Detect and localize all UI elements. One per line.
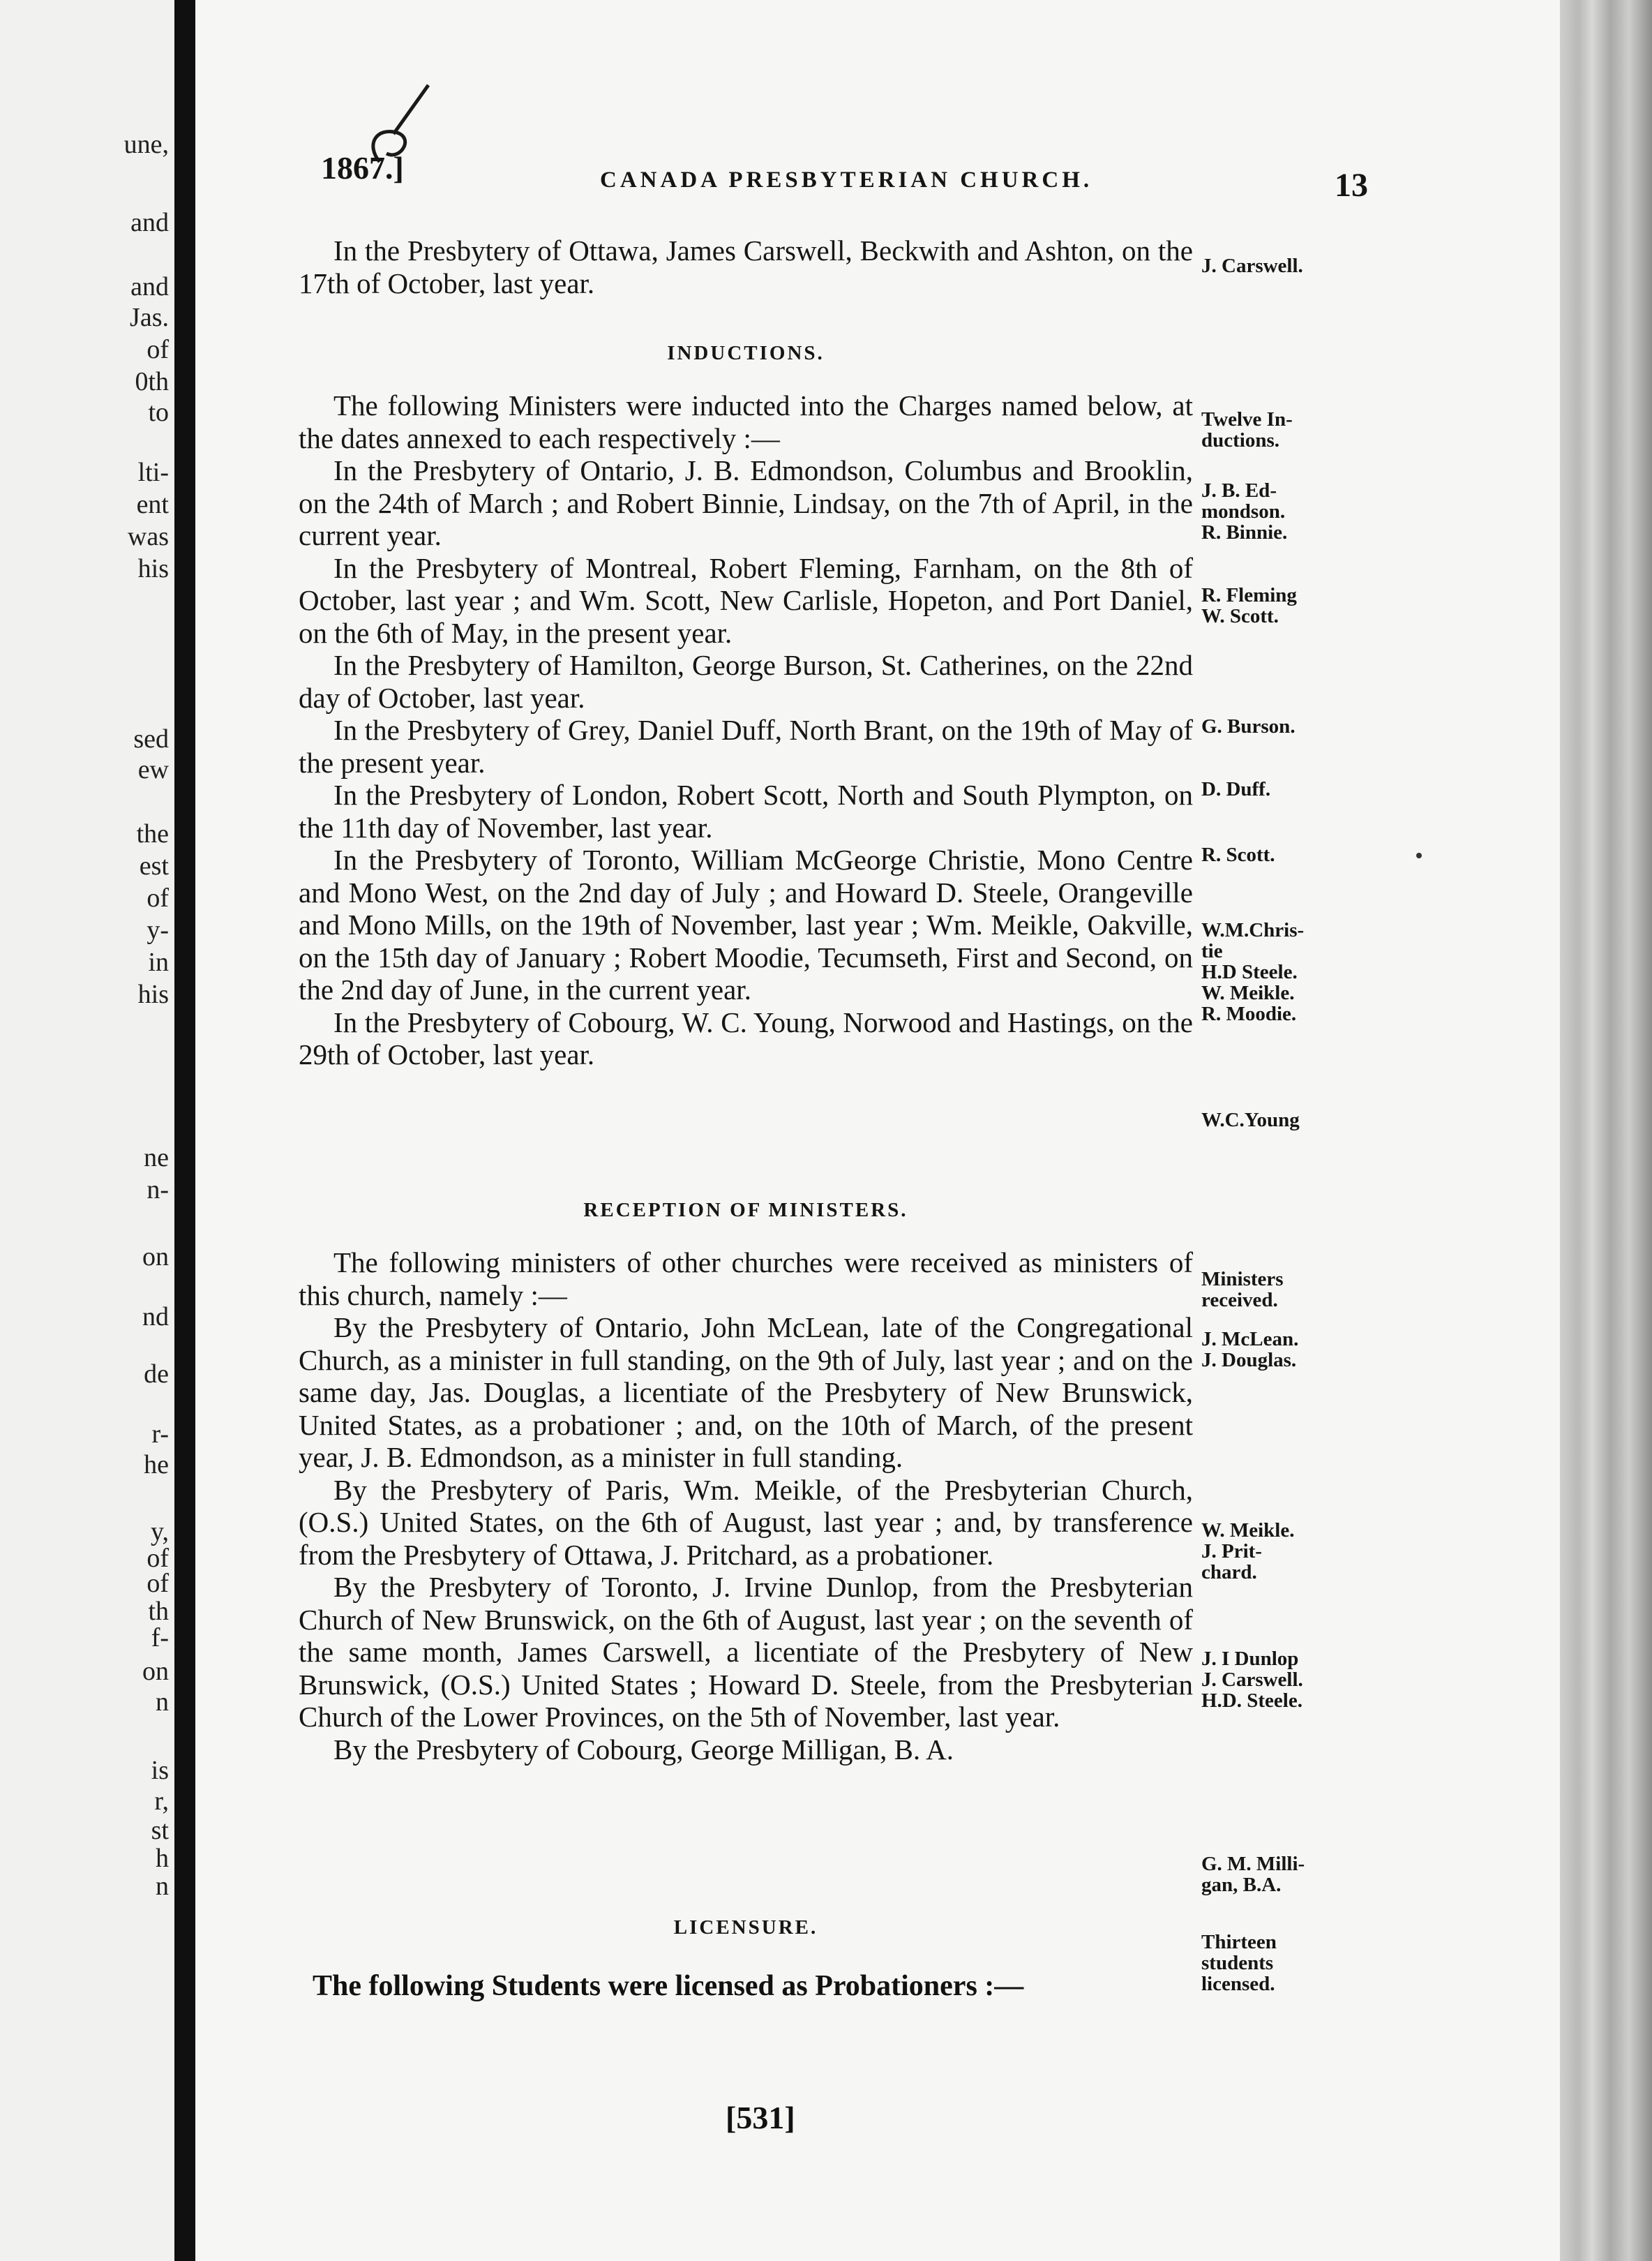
left-page-fragment: f- — [151, 1623, 169, 1652]
left-page-fragment: of — [147, 1544, 169, 1573]
left-page-fragment: est — [139, 851, 169, 881]
paragraph-text: In the Presbytery of Cobourg, W. C. Young, Norwood and Hastings, on the 29th of October, last year. — [299, 1006, 1193, 1070]
left-page-fragment: of — [147, 883, 169, 913]
left-page-fragment: sed — [133, 724, 169, 754]
left-page-fragment: was — [127, 522, 169, 551]
margin-note — [1201, 779, 1355, 800]
left-page-fragment: the — [136, 819, 169, 849]
left-page-fragment: y, — [150, 1517, 169, 1546]
margin-note — [1201, 1853, 1355, 1895]
margin-line: chard. — [1201, 1561, 1257, 1583]
margin-note — [1201, 585, 1355, 627]
left-page-fragment: to — [148, 398, 169, 427]
left-page-fragment: th — [148, 1597, 169, 1626]
margin-line: J. B. Ed- — [1201, 479, 1277, 502]
page-edges — [1560, 0, 1652, 2261]
page-number: 13 — [1335, 167, 1368, 204]
left-page-fragment: of — [147, 335, 169, 364]
margin-line: W.M.Chris- — [1201, 919, 1305, 941]
margin-line: Ministers — [1201, 1268, 1284, 1290]
margin-line: J. Carswell. — [1201, 1669, 1303, 1691]
left-page-fragment: 0th — [135, 367, 169, 396]
paragraph-text: The following ministers of other churches were received as ministers of this church, namely :— — [299, 1246, 1193, 1311]
left-page-fragment: and — [130, 208, 169, 237]
left-page-fragment: de — [144, 1359, 169, 1389]
reception-body — [299, 1246, 1193, 1766]
paragraph-text: By the Presbytery of Paris, Wm. Meikle, of the Presbyterian Church, (O.S.) United States, on the 6th of August, last year ; and, by transference from the Presbytery of Ottawa, J. Pritchard, as a probationer. — [299, 1473, 1193, 1571]
left-page-fragment: on — [142, 1242, 169, 1271]
margin-line: R. Scott. — [1201, 844, 1275, 866]
left-page-fragment: n- — [147, 1175, 169, 1204]
margin-line: W. Meikle. — [1201, 982, 1295, 1004]
margin-note — [1201, 716, 1355, 737]
paragraph-text: In the Presbytery of Ontario, J. B. Edmondson, Columbus and Brooklin, on the 24th of March ; and Robert Binnie, Lindsay, on the 7th of April, in the current year. — [299, 454, 1193, 551]
margin-note — [1201, 1110, 1355, 1130]
margin-line: J. Douglas. — [1201, 1349, 1297, 1371]
left-page-fragment: his — [137, 554, 169, 583]
left-page-fragment: of — [147, 1569, 169, 1598]
margin-line: licensed. — [1201, 1973, 1275, 1995]
left-page-fragment: ne — [144, 1143, 169, 1172]
left-page-fragment: une, — [123, 130, 169, 159]
margin-line: R. Binnie. — [1201, 521, 1288, 544]
margin-line: mondson. — [1201, 500, 1286, 523]
section-heading-licensure: LICENSURE. — [673, 1916, 818, 1939]
left-page-fragment: ew — [137, 755, 169, 784]
margin-line: W. Scott. — [1201, 605, 1279, 627]
licensure-text: The following Students were licensed as Probationers :— — [313, 1970, 1024, 2002]
section-heading-inductions: INDUCTIONS. — [667, 342, 825, 364]
section-heading-reception: RECEPTION OF MINISTERS. — [583, 1199, 908, 1221]
left-page-fragment: r, — [154, 1786, 169, 1816]
margin-note — [1201, 1329, 1355, 1371]
margin-note-intro — [1201, 255, 1355, 276]
folio-number: [531] — [726, 2100, 795, 2135]
left-page-fragment: and — [130, 272, 169, 301]
margin-line: J. Prit- — [1201, 1540, 1262, 1562]
margin-note — [1201, 844, 1355, 865]
inductions-body — [299, 389, 1193, 1071]
margin-line: H.D Steele. — [1201, 961, 1298, 983]
margin-line: J. McLean. — [1201, 1328, 1299, 1350]
margin-line: gan, B.A. — [1201, 1874, 1282, 1896]
margin-line: Twelve In- — [1201, 408, 1293, 431]
margin-line: received. — [1201, 1289, 1278, 1311]
margin-line: G. M. Milli- — [1201, 1853, 1305, 1875]
header-year: 1867.] — [321, 150, 404, 186]
margin-line: tie — [1201, 940, 1223, 962]
margin-line: J. I Dunlop — [1201, 1648, 1299, 1670]
left-page-fragment: nd — [142, 1302, 169, 1331]
left-page-fragment: st — [151, 1816, 169, 1845]
left-page-fragment: in — [148, 948, 169, 977]
left-page-fragment: y- — [147, 916, 169, 945]
paragraph-text: By the Presbytery of Toronto, J. Irvine Dunlop, from the Presbyterian Church of New Brunswick, on the 6th of August, last year ; on the seventh of the same month, James Carswell, a licentiate of the Presbytery of New Brunswick, (O.S.) United States ; Howard D. Steele, from the Presbyterian Church of the Lower Provinces, on the 5th of November, last year. — [299, 1571, 1193, 1733]
intro-paragraph — [299, 234, 1193, 299]
paragraph-text: In the Presbytery of London, Robert Scott, North and South Plympton, on the 11th day of November, last year. — [299, 779, 1193, 844]
left-page-fragment: n — [156, 1872, 169, 1901]
left-page-fragment: Jas. — [130, 303, 169, 332]
margin-line: W.C.Young — [1201, 1109, 1300, 1131]
speck — [1416, 853, 1422, 858]
paragraph-text: By the Presbytery of Ontario, John McLean, late of the Congregational Church, as a minister in full standing, on the 9th of July, last year ; and on the same day, Jas. Douglas, a licentiate of the Presbytery of New Brunswick, United States, as a probationer ; and, on the 10th of March, of the present year, J. B. Edmondson, as a minister in full standing. — [299, 1311, 1193, 1473]
margin-line: H.D. Steele. — [1201, 1689, 1302, 1712]
margin-note — [1201, 1648, 1355, 1711]
left-page-fragment: ent — [136, 490, 169, 519]
paragraph-text: By the Presbytery of Cobourg, George Milligan, B. A. — [333, 1733, 954, 1766]
margin-line: D. Duff. — [1201, 778, 1271, 800]
margin-line: W. Meikle. — [1201, 1519, 1295, 1542]
margin-line: ductions. — [1201, 429, 1280, 452]
margin-line: Thirteen — [1201, 1931, 1277, 1953]
left-page-fragment: he — [144, 1450, 169, 1479]
left-page-fragment: on — [142, 1657, 169, 1686]
paragraph-text: In the Presbytery of Ottawa, James Carswell, Beckwith and Ashton, on the 17th of October, last year. — [299, 234, 1193, 299]
paragraph-text: The following Ministers were inducted into the Charges named below, at the dates annexed to each respectively :— — [299, 389, 1193, 454]
margin-line: J. Carswell. — [1201, 255, 1303, 277]
paragraph-text: In the Presbytery of Grey, Daniel Duff, North Brant, on the 19th of May of the present year. — [299, 714, 1193, 779]
margin-note-licensure — [1201, 1932, 1355, 1994]
book-gutter — [174, 0, 195, 2261]
paragraph-text: In the Presbytery of Toronto, William McGeorge Christie, Mono Centre and Mono West, on the 2nd day of July ; and Howard D. Steele, Orangeville and Mono Mills, on the 19th of November, last year ; Wm. Meikle, Oakville, on the 15th day of January ; Robert Moodie, Tecumseth, First and Second, on the 2nd day of June, in the current year. — [299, 844, 1193, 1006]
paragraph-text: In the Presbytery of Hamilton, George Burson, St. Catherines, on the 22nd day of October, last year. — [299, 649, 1193, 714]
left-page-fragment: lti- — [137, 458, 169, 487]
left-page-fragment: is — [151, 1756, 169, 1785]
margin-note — [1201, 920, 1355, 1024]
margin-note — [1201, 480, 1355, 543]
margin-note — [1201, 1520, 1355, 1583]
left-page-fragment: r- — [151, 1419, 169, 1449]
margin-note — [1201, 1269, 1355, 1311]
margin-note — [1201, 409, 1355, 451]
margin-line: R. Moodie. — [1201, 1003, 1297, 1025]
margin-line: G. Burson. — [1201, 715, 1296, 738]
left-page-fragment: his — [137, 980, 169, 1009]
running-title: CANADA PRESBYTERIAN CHURCH. — [600, 167, 1093, 193]
margin-line: students — [1201, 1952, 1274, 1974]
margin-line: R. Fleming — [1201, 584, 1297, 606]
left-page-fragment: n — [156, 1687, 169, 1717]
left-page-fragment: h — [156, 1844, 169, 1873]
paragraph-text: In the Presbytery of Montreal, Robert Fleming, Farnham, on the 8th of October, last year ; and Wm. Scott, New Carlisle, Hopeton, and Port Daniel, on the 6th of May, in the present year. — [299, 551, 1193, 649]
